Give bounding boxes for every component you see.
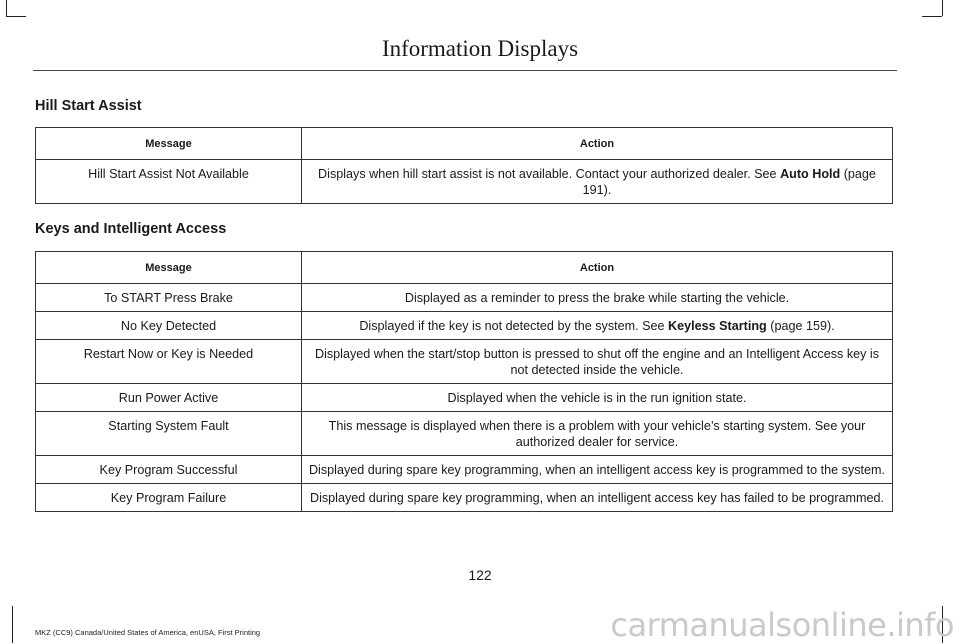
action-cell: Displayed as a reminder to press the brake while starting the vehicle. (302, 284, 893, 312)
action-cell: This message is displayed when there is a problem with your vehicle’s starting system. See your authorized dealer for service. (302, 412, 893, 456)
column-header-action: Action (302, 128, 893, 160)
table-row (36, 312, 893, 340)
table-row (36, 384, 893, 412)
crop-mark (12, 606, 13, 643)
table-header-row (36, 252, 893, 284)
page-title: Information Displays (381, 36, 579, 61)
table-row (36, 456, 893, 484)
crop-mark (942, 0, 943, 16)
message-cell: Run Power Active (36, 384, 302, 412)
table-row (36, 412, 893, 456)
table-row (36, 484, 893, 512)
column-header-action: Action (302, 252, 893, 284)
page-number: 122 (468, 567, 492, 583)
action-text: Displays when hill start assist is not available. Contact your authorized dealer. See (318, 167, 781, 181)
table-row (36, 340, 893, 384)
message-cell: No Key Detected (36, 312, 302, 340)
section-heading-keys: Keys and Intelligent Access (35, 221, 227, 237)
crop-mark (6, 16, 26, 17)
hill-start-table (35, 127, 893, 204)
header-rule (33, 70, 897, 71)
action-cell: Displayed during spare key programming, when an intelligent access key is programmed to the system. (302, 456, 893, 484)
column-header-message: Message (36, 252, 302, 284)
action-cell (302, 312, 893, 340)
page-reference: (page 159). (766, 319, 835, 333)
message-cell: Key Program Successful (36, 456, 302, 484)
cross-reference-link[interactable]: Auto Hold (780, 167, 841, 181)
action-cell (302, 160, 893, 204)
page-reference: (page 191). (582, 167, 876, 197)
cross-reference-link[interactable]: Keyless Starting (668, 319, 767, 333)
column-header-message: Message (36, 128, 302, 160)
action-cell: Displayed when the vehicle is in the run ignition state. (302, 384, 893, 412)
action-cell: Displayed when the start/stop button is pressed to shut off the engine and an Intelligent Access key is not detected inside the vehicle. (302, 340, 893, 384)
action-text: Displayed if the key is not detected by the system. See (359, 319, 669, 333)
message-cell: Restart Now or Key is Needed (36, 340, 302, 384)
message-cell: Starting System Fault (36, 412, 302, 456)
table-row (36, 160, 893, 204)
message-cell: Key Program Failure (36, 484, 302, 512)
keys-table (35, 251, 893, 512)
watermark: carmanualsonline.info (610, 606, 954, 644)
message-cell: To START Press Brake (36, 284, 302, 312)
table-header-row (36, 128, 893, 160)
message-cell: Hill Start Assist Not Available (36, 160, 302, 204)
crop-mark (922, 16, 942, 17)
section-heading-hill-start: Hill Start Assist (35, 98, 142, 114)
table-row (36, 284, 893, 312)
crop-mark (6, 0, 7, 16)
footer-text: MKZ (CC9) Canada/United States of America, enUSA, First Printing (35, 628, 261, 637)
action-cell: Displayed during spare key programming, when an intelligent access key has failed to be programmed. (302, 484, 893, 512)
